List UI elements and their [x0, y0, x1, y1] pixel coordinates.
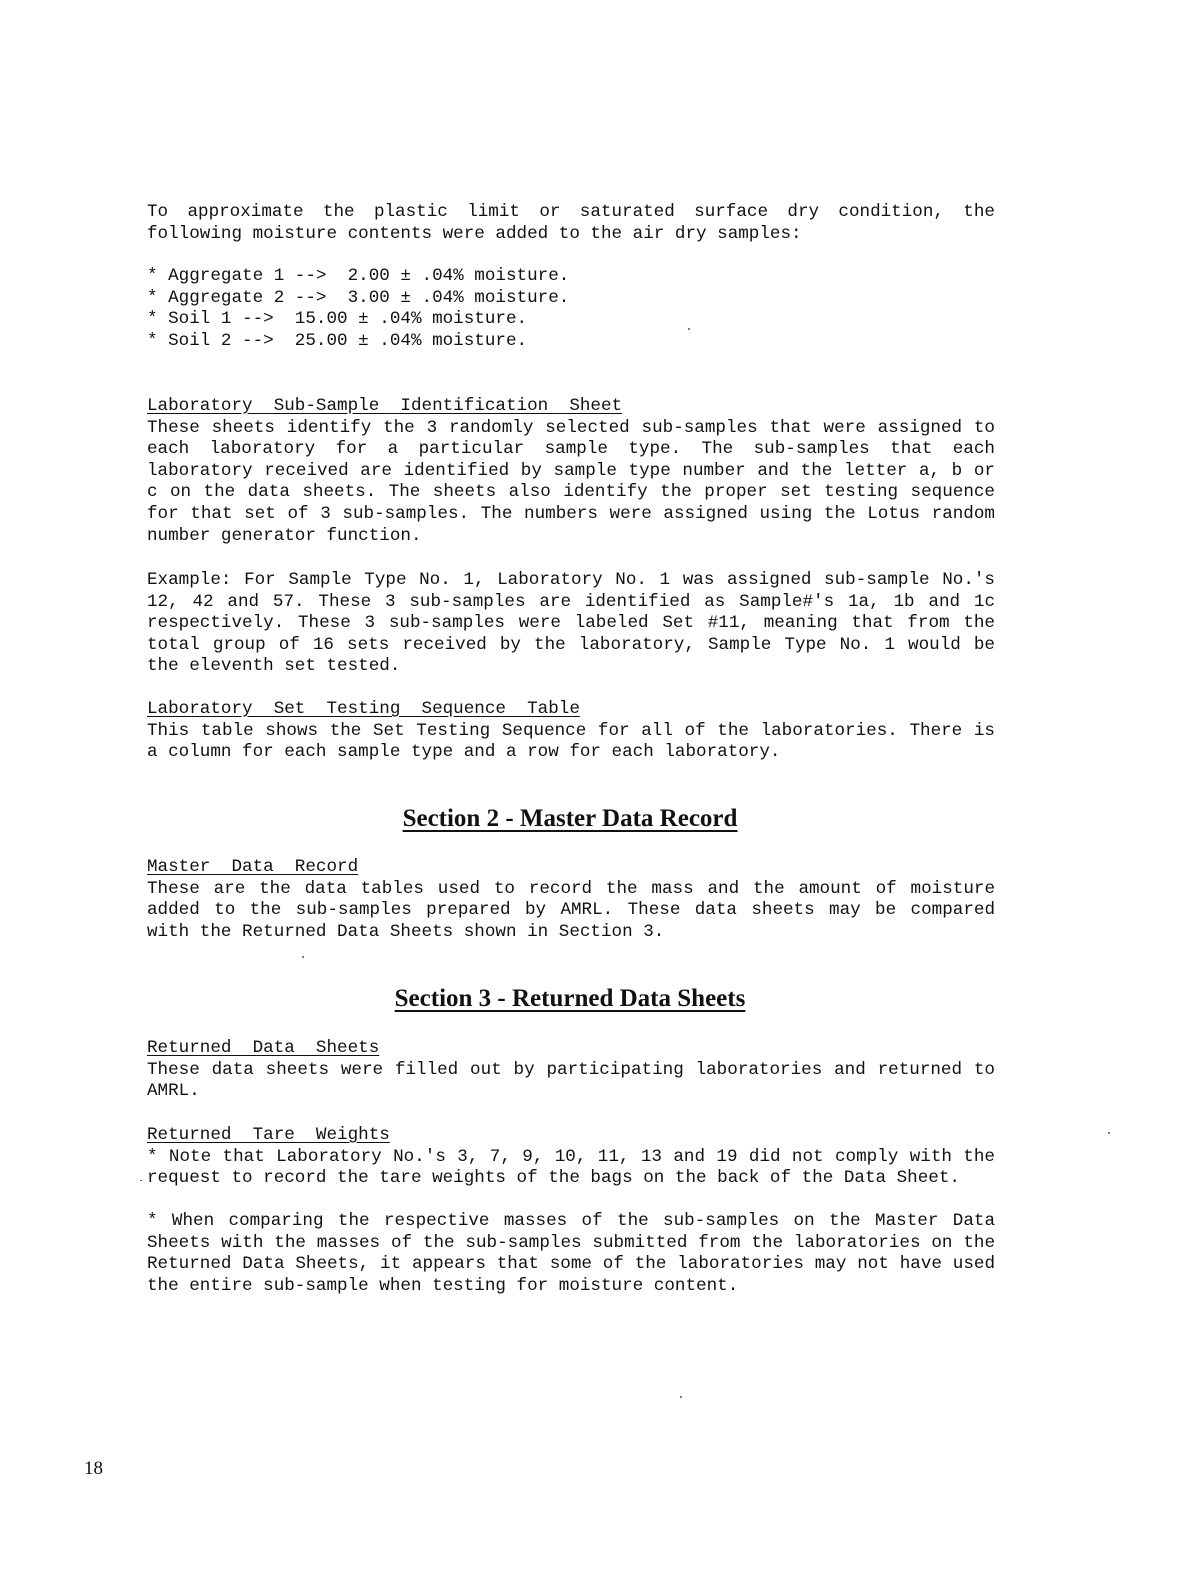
mass-comparison-note: * When comparing the respective masses of the sub-samples on the Master Data Sheets with the masses of the sub-samples submitted from the laboratories on the Returned Data Sheets, it appears that some of the laboratories may not have used the entire sub-sample when testing for moisture content.	[147, 1211, 995, 1296]
scan-speck	[302, 956, 304, 958]
example-body: For Sample Type No. 1, Laboratory No. 1 was assigned sub-sample No.'s 12, 42 and 57. These 3 sub-samples are identified as Sample#'s 1a, 1b and 1c respectively. These 3 sub-samples were labeled Set #11, meaning that from the total group of 16 sets received by the laboratory, Sample Type No. 1 would be the eleventh set tested.	[147, 570, 995, 677]
returned-data-sheets-section	[147, 1038, 995, 1103]
sub-sample-sheet-body: These sheets identify the 3 randomly selected sub-samples that were assigned to each laboratory for a particular sample type. The sub-samples that each laboratory received are identified by sample type number and the letter a, b or c on the data sheets. The sheets also identify the proper set testing sequence for that set of 3 sub-samples. The numbers were assigned using the Lotus random number generator function.	[147, 417, 995, 546]
sub-sample-sheet-section	[147, 396, 995, 547]
master-data-record-heading: Master Data Record	[147, 857, 359, 877]
scan-speck	[688, 328, 690, 330]
list-item: * Aggregate 2 --> 3.00 ± .04% moisture.	[147, 287, 570, 308]
master-data-record-body: These are the data tables used to record the mass and the amount of moisture added to the sub-samples prepared by AMRL. These data sheets may be compared with the Returned Data Sheets shown in Section 3.	[147, 878, 995, 942]
returned-tare-weights-heading: Returned Tare Weights	[147, 1125, 390, 1145]
list-item: * Soil 1 --> 15.00 ± .04% moisture.	[147, 309, 528, 330]
scan-speck	[140, 1180, 142, 1181]
returned-data-sheets-heading: Returned Data Sheets	[147, 1038, 380, 1058]
sequence-table-body: This table shows the Set Testing Sequence for all of the laboratories. There is a column for each sample type and a row for each laboratory.	[147, 720, 995, 763]
section2-title: Section 2 - Master Data Record	[402, 805, 738, 832]
master-data-record-section	[147, 857, 995, 943]
page-number: 18	[84, 1458, 103, 1479]
section3-title: Section 3 - Returned Data Sheets	[394, 985, 746, 1012]
scan-speck	[1108, 1132, 1110, 1134]
returned-tare-weights-section	[147, 1125, 995, 1190]
returned-data-sheets-body: These data sheets were filled out by participating laboratories and returned to AMRL.	[147, 1059, 995, 1102]
sub-sample-sheet-heading: Laboratory Sub-Sample Identification Sheet	[147, 396, 623, 416]
list-item: * Aggregate 1 --> 2.00 ± .04% moisture.	[147, 266, 570, 286]
sequence-table-section	[147, 699, 995, 764]
example-label: Example:	[147, 570, 232, 590]
sequence-table-heading: Laboratory Set Testing Sequence Table	[147, 699, 580, 719]
moisture-list	[147, 266, 995, 352]
list-item: * Soil 2 --> 25.00 ± .04% moisture.	[147, 330, 528, 351]
tare-weights-note: * Note that Laboratory No.'s 3, 7, 9, 10, 11, 13 and 19 did not comply with the request to record the tare weights of the bags on the back of the Data Sheet.	[147, 1146, 995, 1189]
intro-paragraph: To approximate the plastic limit or saturated surface dry condition, the following moisture contents were added to the air dry samples:	[147, 202, 995, 244]
example-paragraph	[147, 570, 995, 678]
scan-speck	[680, 1396, 682, 1398]
